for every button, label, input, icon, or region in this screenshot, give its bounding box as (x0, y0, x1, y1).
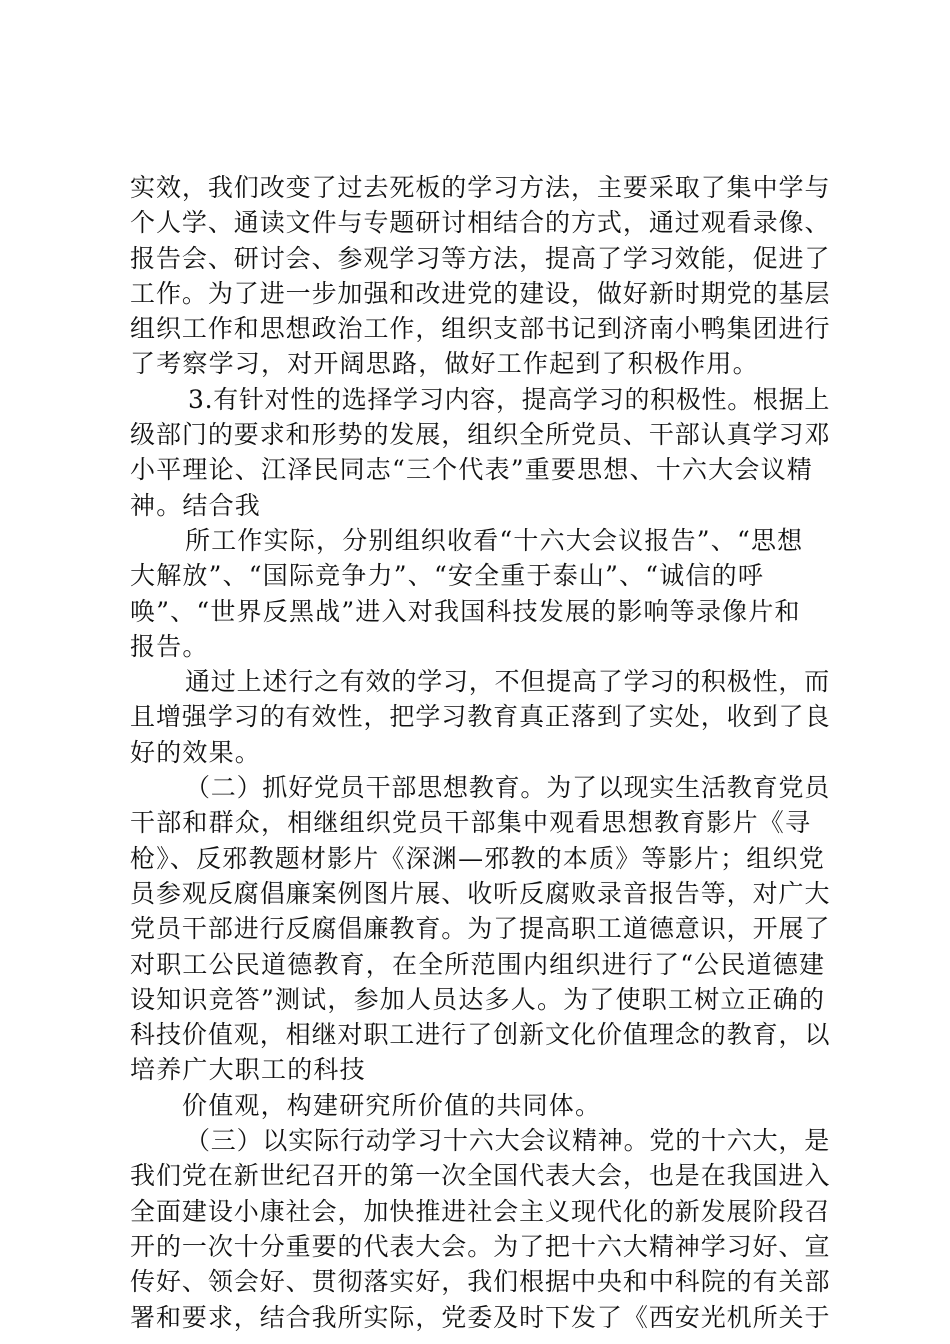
text-line: 实效，我们改变了过去死板的学习方法，主要采取了集中学与 (130, 173, 831, 202)
text-line: 培养广大职工的科技 (130, 1055, 366, 1085)
text-line: 所工作实际，分别组织收看“十六大会议报告”、“思想 (185, 525, 804, 555)
text-line: 通过上述行之有效的学习，不但提高了学习的积极性，而 (185, 667, 831, 697)
text-line: 员参观反腐倡廉案例图片展、收听反腐败录音报告等，对广大 (130, 878, 831, 908)
text-line: 我们党在新世纪召开的第一次全国代表大会，也是在我国进入 (130, 1161, 831, 1191)
text-line: 级部门的要求和形势的发展，组织全所党员、干部认真学习邓 (130, 420, 831, 450)
text-line: 工作。为了进一步加强和改进党的建设，做好新时期党的基层 (130, 278, 831, 308)
text-line: 全面建设小康社会，加快推进社会主义现代化的新发展阶段召 (130, 1196, 831, 1226)
text-line: 价值观，构建研究所价值的共同体。 (182, 1090, 602, 1120)
text-line: 报告会、研讨会、参观学习等方法，提高了学习效能，促进了 (130, 243, 831, 273)
text-line: （三）以实际行动学习十六大会议精神。党的十六大，是 (185, 1126, 831, 1156)
text-line: 报告。 (130, 631, 209, 661)
text-line: 传好、领会好、贯彻落实好，我们根据中央和中科院的有关部 (130, 1267, 831, 1297)
text-line: 大解放”、“国际竞争力”、“安全重于泰山”、“诚信的呼 (130, 561, 765, 591)
text-line: 了考察学习，对开阔思路，做好工作起到了积极作用。 (130, 349, 759, 379)
text-line: 枪》、反邪教题材影片《深渊—邪教的本质》等影片；组织党 (130, 843, 825, 873)
text-line: 干部和群众，相继组织党员干部集中观看思想教育影片《寻 (130, 808, 812, 838)
text-line: 设知识竞答”测试，参加人员达多人。为了使职工树立正确的 (130, 984, 826, 1014)
text-line: 组织工作和思想政治工作，组织支部书记到济南小鸭集团进行 (130, 314, 831, 344)
text-line: 个人学、通读文件与专题研讨相结合的方式，通过观看录像、 (130, 208, 831, 238)
text-line: 且增强学习的有效性，把学习教育真正落到了实处，收到了良 (130, 702, 831, 732)
text-line: 唤”、“世界反黑战”进入对我国科技发展的影响等录像片和 (130, 596, 801, 626)
text-line: 署和要求，结合我所实际，党委及时下发了《西安光机所关于 (130, 1302, 831, 1332)
text-line: （二）抓好党员干部思想教育。为了以现实生活教育党员 (185, 773, 831, 803)
text-line: 开的一次十分重要的代表大会。为了把十六大精神学习好、宣 (130, 1231, 831, 1261)
text-line: 3.有针对性的选择学习内容，提高学习的积极性。根据上 (188, 384, 831, 414)
text-line: 小平理论、江泽民同志“三个代表”重要思想、十六大会议精 (130, 455, 813, 485)
text-line: 好的效果。 (130, 737, 262, 767)
text-line: 神。结合我 (130, 490, 262, 520)
text-line: 对职工公民道德教育，在全所范围内组织进行了“公民道德建 (130, 949, 826, 979)
body-text (130, 170, 830, 1335)
text-line: 科技价值观，相继对职工进行了创新文化价值理念的教育，以 (130, 1020, 831, 1050)
text-line: 党员干部进行反腐倡廉教育。为了提高职工道德意识，开展了 (130, 914, 831, 944)
